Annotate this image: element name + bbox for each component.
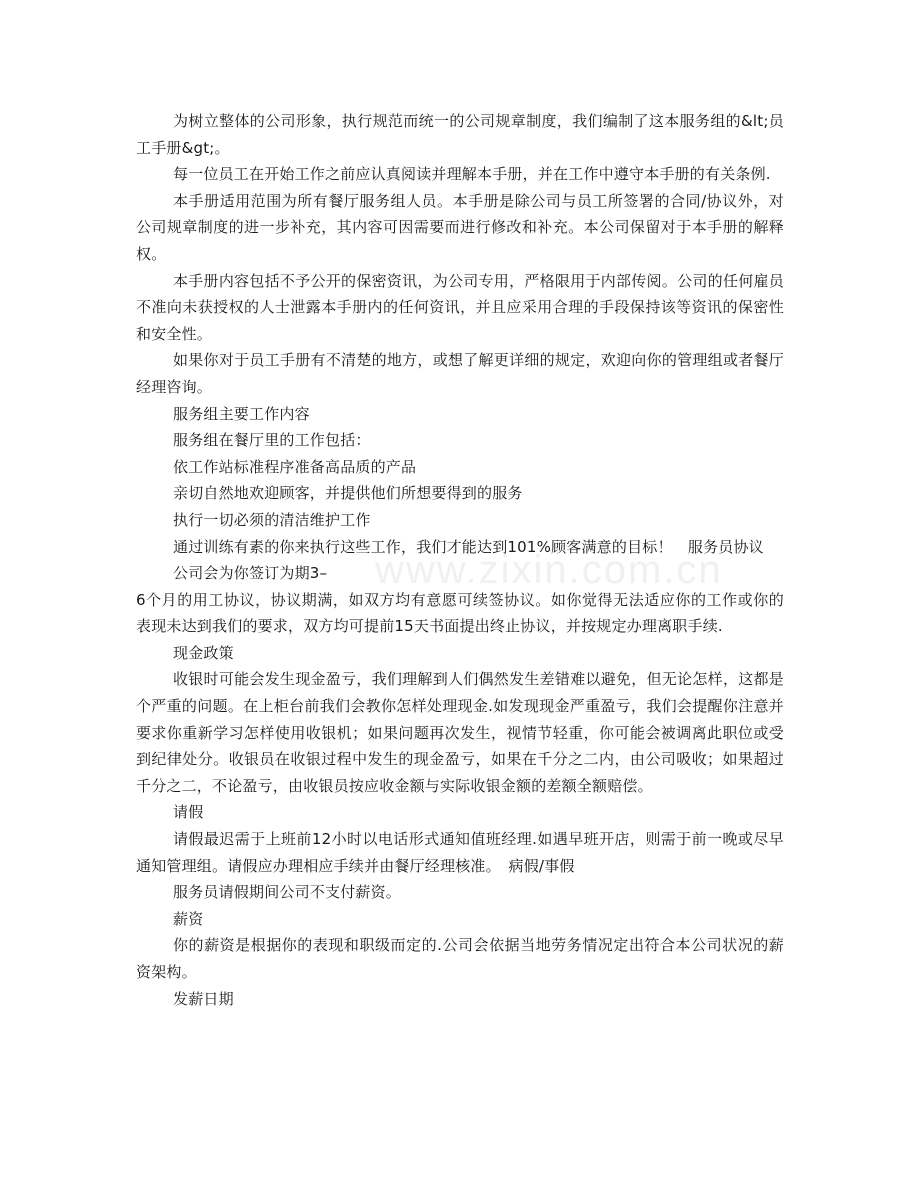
paragraph-consult: 如果你对于员工手册有不清楚的地方，或想了解更详细的规定，欢迎向你的管理组或者餐厅经理咨询。 (136, 351, 784, 396)
paragraph-salary: 你的薪资是根据你的表现和职级而定的.公司会依据当地劳务情况定出符合本公司状况的薪资架构。 (136, 936, 784, 981)
paragraph-intro: 为树立整体的公司形象，执行规范而统一的公司规章制度，我们编制了这本服务组的&lt;员工手册&gt;。 (136, 112, 784, 157)
list-item: 亲切自然地欢迎顾客，并提供他们所想要得到的服务 (173, 484, 523, 503)
heading-salary: 薪资 (173, 909, 204, 928)
heading-main-work: 服务组主要工作内容 (173, 404, 310, 423)
paragraph-scope: 本手册适用范围为所有餐厅服务组人员。本手册是除公司与员工所签署的合同/协议外，对公司规章制度的进一步补充，其内容可因需要而进行修改和补充。本公司保留对于本手册的解释权。 (136, 191, 784, 263)
paragraph-confidential: 本手册内容包括不予公开的保密资讯，为公司专用，严格限用于内部传阅。公司的任何雇员不准向未获授权的人士泄露本手册内的任何资讯，并且应采用合理的手段保持该等资讯的保密性和安全性。 (136, 271, 784, 343)
document-body (136, 108, 784, 1012)
heading-leave: 请假 (173, 803, 204, 822)
watermark-text: www.zixin.com.cn (375, 548, 723, 592)
paragraph-work-includes: 服务组在餐厅里的工作包括： (173, 431, 371, 450)
paragraph-contract-term: 6个月的用工协议，协议期满，如双方均有意愿可续签协议。如你觉得无法适应你的工作或你的表现未达到我们的要求，双方均可提前15天书面提出终止协议，并按规定办理离职手续. (136, 590, 784, 636)
list-item: 执行一切必须的清洁维护工作 (173, 510, 371, 529)
paragraph-read-manual: 每一位员工在开始工作之前应认真阅读并理解本手册，并在工作中遵守本手册的有关条例. (173, 165, 771, 184)
paragraph-leave: 请假最迟需于上班前12小时以电话形式通知值班经理.如遇早班开店，则需于前一晚或尽早通知管理组。请假应办理相应手续并由餐厅经理核准。 病假/事假 (136, 830, 784, 875)
paragraph-contract-start: 公司会为你签订为期3– (173, 564, 328, 583)
paragraph-cash-policy: 收银时可能会发生现金盈亏，我们理解到人们偶然发生差错难以避免，但无论怎样，这都是个严重的问题。在上柜台前我们会教你怎样处理现金.如发现现金严重盈亏，我们会提醒你注意并要求你重新学习怎样使用收银机；如果问题再次发生，视情节轻重，你可能会被调离此职位或受到纪律处分。收银员在收银过程中发生的现金盈亏，如果在千分之二内，由公司吸收；如果超过千分之二，不论盈亏，由收银员按应收金额与实际收银金额的差额全额赔偿。 (136, 670, 784, 795)
paragraph-leave-pay: 服务员请假期间公司不支付薪资。 (173, 883, 402, 902)
heading-cash-policy: 现金政策 (173, 643, 234, 662)
list-item: 依工作站标准程序准备高品质的产品 (173, 457, 417, 476)
paragraph-goal: 通过训练有素的你来执行这些工作，我们才能达到101%顾客满意的目标！ 服务员协议 (173, 537, 764, 556)
heading-payday: 发薪日期 (173, 989, 234, 1008)
